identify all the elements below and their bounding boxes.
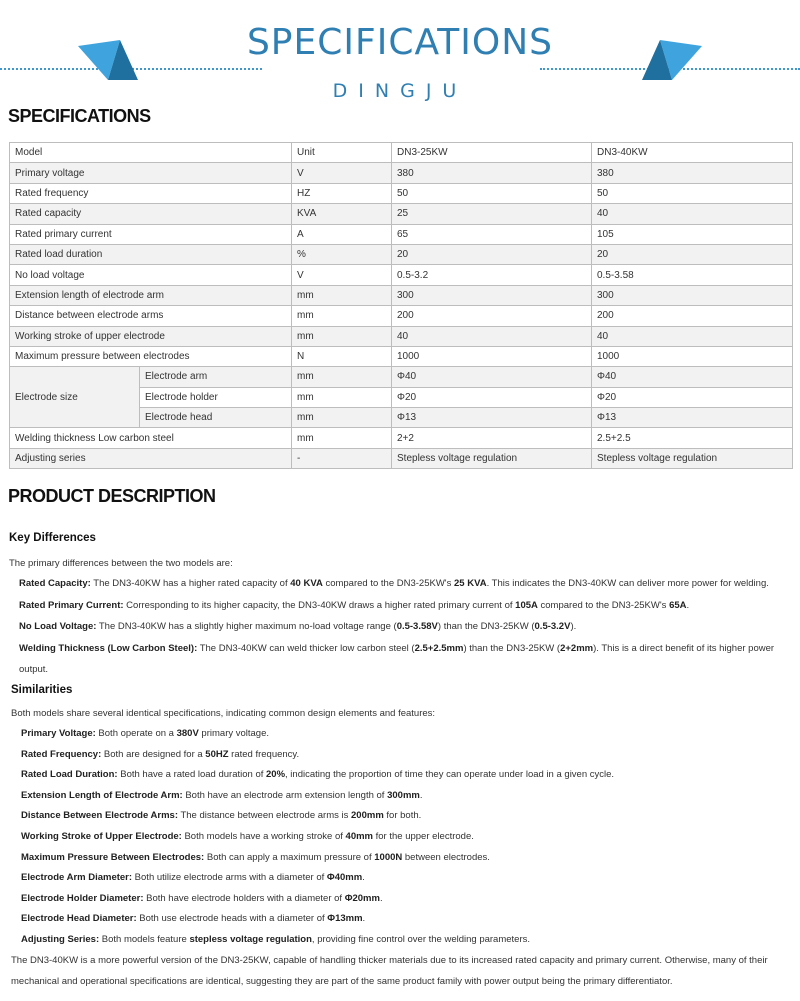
text-span: ). xyxy=(570,621,577,632)
text-span: 300mm xyxy=(387,789,420,801)
text-span: between electrodes. xyxy=(402,851,490,863)
text-span: Both have a rated load duration of xyxy=(117,769,267,781)
text-span: 2+2mm xyxy=(560,643,594,654)
list-item xyxy=(19,578,769,589)
table-cell: Model xyxy=(10,143,292,163)
text-span: Electrode Head Diameter: xyxy=(21,913,137,925)
banner-title: SPECIFICATIONS xyxy=(246,22,554,63)
table-cell: 50 xyxy=(592,183,793,203)
table-cell: DN3-40KW xyxy=(592,143,793,163)
list-item xyxy=(21,852,490,863)
text-span: 200mm xyxy=(351,810,384,822)
text-span: Rated Load Duration: xyxy=(21,769,118,781)
list-item xyxy=(21,749,299,760)
specifications-table xyxy=(9,142,793,469)
table-cell: 20 xyxy=(392,244,592,264)
text-span: stepless voltage regulation xyxy=(189,934,312,945)
text-span: Extension Length of Electrode Arm: xyxy=(21,789,183,801)
list-item xyxy=(19,600,689,611)
list-item xyxy=(19,621,576,632)
similarities-title: Similarities xyxy=(11,684,73,696)
text-span: Electrode Arm Diameter: xyxy=(21,872,133,884)
table-cell: 300 xyxy=(392,285,592,305)
text-span: 1000N xyxy=(374,851,403,863)
text-span: Both operate on a xyxy=(95,728,177,739)
text-span: 40mm xyxy=(345,831,373,842)
table-row xyxy=(10,265,793,285)
table-row xyxy=(10,367,793,387)
table-cell: Adjusting series xyxy=(10,448,292,468)
text-span: Maximum Pressure Between Electrodes: xyxy=(21,851,205,863)
table-cell: Stepless voltage regulation xyxy=(592,448,793,468)
table-row xyxy=(10,143,793,163)
table-cell: 1000 xyxy=(592,346,793,366)
text-span: 40 KVA xyxy=(290,578,323,589)
table-cell: 380 xyxy=(392,163,592,183)
text-span: . xyxy=(686,600,690,611)
text-span: ). This is a direct benefit of its higher power xyxy=(593,643,775,654)
text-span: No Load Voltage: xyxy=(19,621,97,632)
list-item xyxy=(21,728,269,739)
text-span: 105A xyxy=(515,600,538,611)
electrode-size-group-cell: Electrode size xyxy=(10,367,140,428)
table-cell: N xyxy=(292,346,392,366)
text-span: ) than the DN3-25KW ( xyxy=(463,643,561,654)
text-span: Φ13mm xyxy=(327,913,363,925)
table-cell: DN3-25KW xyxy=(392,143,592,163)
table-cell: Primary voltage xyxy=(10,163,292,183)
list-item xyxy=(21,831,474,842)
table-cell: 380 xyxy=(592,163,793,183)
text-span: Distance Between Electrode Arms: xyxy=(21,810,178,822)
table-cell: 105 xyxy=(592,224,793,244)
text-span: Electrode Holder Diameter: xyxy=(21,892,144,904)
conclusion-line: The DN3-40KW is a more powerful version of the DN3-25KW, capable of handling thicker materials due to its increased rated capacity and primary current. Otherwise, many of their xyxy=(11,955,768,966)
table-cell: 40 xyxy=(392,326,592,346)
text-span: Rated Capacity: xyxy=(19,578,91,589)
text-span: . xyxy=(379,892,383,904)
table-cell: mm xyxy=(292,306,392,326)
table-cell: Rated primary current xyxy=(10,224,292,244)
product-description-heading: PRODUCT DESCRIPTION xyxy=(8,486,216,506)
table-cell: Φ13 xyxy=(392,408,592,428)
table-cell: Φ20 xyxy=(392,387,592,407)
text-span: Rated Frequency: xyxy=(21,748,102,760)
table-cell: Φ13 xyxy=(592,408,793,428)
text-span: The distance between electrode arms is xyxy=(177,810,352,822)
text-span: Φ40mm xyxy=(326,872,363,884)
text-span: 25 KVA xyxy=(454,578,487,589)
text-span: . xyxy=(362,913,366,925)
list-item xyxy=(21,893,383,904)
table-cell: Maximum pressure between electrodes xyxy=(10,346,292,366)
text-span: Working Stroke of Upper Electrode: xyxy=(21,831,182,842)
table-cell: 2.5+2.5 xyxy=(592,428,793,448)
table-row xyxy=(10,448,793,468)
text-span: Both are designed for a xyxy=(101,748,206,760)
text-span: Both have an electrode arm extension length of xyxy=(182,789,388,801)
table-cell: 40 xyxy=(592,326,793,346)
table-cell: 200 xyxy=(392,306,592,326)
table-cell: mm xyxy=(292,367,392,387)
text-span: Primary Voltage: xyxy=(21,728,96,739)
text-span: Adjusting Series: xyxy=(21,934,100,945)
text-span: The DN3-40KW can weld thicker low carbon steel ( xyxy=(197,643,415,654)
table-cell: mm xyxy=(292,326,392,346)
list-item-continuation: output. xyxy=(19,664,49,675)
text-span: Φ20mm xyxy=(344,892,380,904)
text-span: for the upper electrode. xyxy=(373,831,474,842)
table-row xyxy=(10,285,793,305)
text-span: 50HZ xyxy=(205,748,229,760)
table-row xyxy=(10,306,793,326)
table-cell: mm xyxy=(292,285,392,305)
text-span: 65A xyxy=(669,600,687,611)
text-span: . xyxy=(419,789,423,801)
table-cell: Rated load duration xyxy=(10,244,292,264)
text-span: Both have electrode holders with a diameter of xyxy=(143,892,345,904)
text-span: 0.5-3.58V xyxy=(396,621,438,632)
table-row xyxy=(10,163,793,183)
text-span: Both models have a working stroke of xyxy=(181,831,346,842)
text-span: 380V xyxy=(176,728,199,739)
text-span: Welding Thickness (Low Carbon Steel): xyxy=(19,643,198,654)
text-span: 2.5+2.5mm xyxy=(414,643,464,654)
table-cell: KVA xyxy=(292,204,392,224)
table-cell: mm xyxy=(292,408,392,428)
text-span: . xyxy=(362,872,365,884)
table-row xyxy=(10,183,793,203)
table-cell: Φ40 xyxy=(592,367,793,387)
table-cell: Φ20 xyxy=(592,387,793,407)
key-differences-intro: The primary differences between the two models are: xyxy=(9,558,233,569)
text-span: Rated Primary Current: xyxy=(19,600,124,611)
table-row xyxy=(10,244,793,264)
table-row xyxy=(10,326,793,346)
table-cell: Distance between electrode arms xyxy=(10,306,292,326)
table-cell: Working stroke of upper electrode xyxy=(10,326,292,346)
key-differences-title: Key Differences xyxy=(9,532,96,544)
table-cell: Stepless voltage regulation xyxy=(392,448,592,468)
text-span: Both models feature xyxy=(99,934,190,945)
text-span: rated frequency. xyxy=(228,748,300,760)
list-item xyxy=(21,790,422,801)
table-cell: 0.5-3.58 xyxy=(592,265,793,285)
text-span: , providing fine control over the welding parameters. xyxy=(311,934,531,945)
table-cell: Rated capacity xyxy=(10,204,292,224)
table-cell: A xyxy=(292,224,392,244)
table-cell: Extension length of electrode arm xyxy=(10,285,292,305)
table-cell: Electrode holder xyxy=(140,387,292,407)
table-cell: - xyxy=(292,448,392,468)
table-cell: V xyxy=(292,163,392,183)
text-span: , indicating the proportion of time they can operate under load in a given cycle. xyxy=(285,769,615,781)
table-cell: 20 xyxy=(592,244,793,264)
table-row xyxy=(10,428,793,448)
table-cell: mm xyxy=(292,387,392,407)
banner-subtitle: DINGJU xyxy=(332,80,468,102)
table-cell: Electrode head xyxy=(140,408,292,428)
table-cell: 40 xyxy=(592,204,793,224)
table-cell: Electrode arm xyxy=(140,367,292,387)
table-cell: 25 xyxy=(392,204,592,224)
table-cell: No load voltage xyxy=(10,265,292,285)
table-cell: 65 xyxy=(392,224,592,244)
text-span: Corresponding to its higher capacity, the DN3-40KW draws a higher rated primary current of xyxy=(123,600,516,611)
table-cell: Unit xyxy=(292,143,392,163)
list-item xyxy=(21,872,365,883)
list-item xyxy=(21,934,530,945)
conclusion-line: mechanical and operational specifications are identical, suggesting they are part of the same product family with power output being the primary differentiator. xyxy=(11,976,673,987)
table-cell: HZ xyxy=(292,183,392,203)
table-row xyxy=(10,224,793,244)
table-cell: 2+2 xyxy=(392,428,592,448)
similarities-intro: Both models share several identical specifications, indicating common design elements and features: xyxy=(11,708,436,719)
table-cell: Welding thickness Low carbon steel xyxy=(10,428,292,448)
table-cell: 0.5-3.2 xyxy=(392,265,592,285)
table-cell: Rated frequency xyxy=(10,183,292,203)
list-item xyxy=(21,913,365,924)
table-cell: mm xyxy=(292,428,392,448)
text-span: 20% xyxy=(266,769,286,781)
text-span: 0.5-3.2V xyxy=(534,621,571,632)
table-cell: 1000 xyxy=(392,346,592,366)
text-span: Both use electrode heads with a diameter of xyxy=(136,913,328,925)
text-span: compared to the DN3-25KW's xyxy=(537,600,670,611)
table-row xyxy=(10,346,793,366)
text-span: The DN3-40KW has a higher rated capacity of xyxy=(90,578,291,589)
table-cell: 300 xyxy=(592,285,793,305)
table-cell: % xyxy=(292,244,392,264)
text-span: compared to the DN3-25KW's xyxy=(322,578,454,589)
text-span: ) than the DN3-25KW ( xyxy=(437,621,535,632)
table-cell: Φ40 xyxy=(392,367,592,387)
table-cell: V xyxy=(292,265,392,285)
text-span: for both. xyxy=(383,810,422,822)
table-row xyxy=(10,204,793,224)
table-cell: 200 xyxy=(592,306,793,326)
list-item xyxy=(21,769,614,780)
specifications-heading: SPECIFICATIONS xyxy=(8,106,151,126)
banner xyxy=(0,0,800,110)
text-span: The DN3-40KW has a slightly higher maximum no-load voltage range ( xyxy=(96,621,397,632)
list-item xyxy=(19,643,774,654)
text-span: primary voltage. xyxy=(198,728,270,739)
text-span: . This indicates the DN3-40KW can deliver more power for welding. xyxy=(486,578,769,589)
text-span: Both can apply a maximum pressure of xyxy=(204,851,375,863)
table-cell: 50 xyxy=(392,183,592,203)
list-item xyxy=(21,810,421,821)
text-span: Both utilize electrode arms with a diameter of xyxy=(132,872,327,884)
